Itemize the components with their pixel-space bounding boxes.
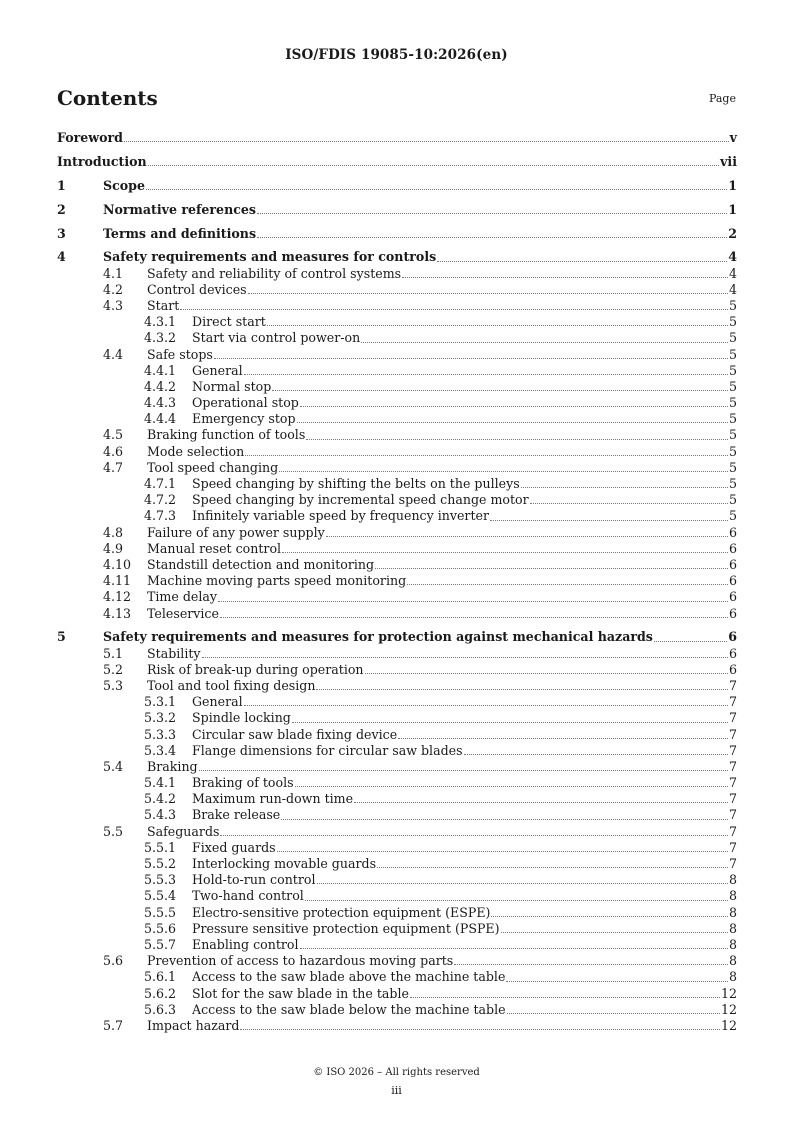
toc-entry-page: 8	[728, 872, 737, 888]
toc-entry[interactable]	[57, 662, 737, 678]
toc-entry-number: 4.7.3	[144, 508, 177, 524]
toc-dot-leader	[361, 341, 728, 343]
toc-entry-number: 5.4.3	[144, 807, 177, 823]
toc-dot-leader	[402, 276, 728, 278]
toc-entry-number: 4.13	[103, 605, 132, 621]
toc-entry-title: Safeguards	[147, 823, 220, 839]
toc-entry-title: Access to the saw blade above the machine table	[192, 969, 506, 985]
toc-entry-page: 8	[728, 969, 737, 985]
toc-entry[interactable]	[57, 330, 737, 346]
toc-entry[interactable]	[57, 678, 737, 694]
toc-entry-number: 5.5.3	[144, 872, 177, 888]
toc-dot-leader	[148, 164, 719, 166]
toc-dot-leader	[272, 389, 728, 391]
toc-dot-leader	[300, 947, 728, 949]
toc-entry[interactable]	[57, 226, 737, 242]
toc-entry[interactable]	[57, 937, 737, 953]
toc-entry-title: Interlocking movable guards	[192, 856, 377, 871]
toc-dot-leader	[248, 292, 728, 294]
toc-entry-page: 5	[728, 443, 737, 459]
toc-entry-page: 6	[728, 589, 737, 605]
toc-entry-number: 4.6	[103, 443, 124, 459]
toc-entry[interactable]	[57, 694, 737, 710]
toc-entry-title: Tool and tool fixing design	[147, 677, 316, 693]
toc-entry-page: 5	[728, 330, 737, 346]
toc-entry-page: 12	[720, 1017, 737, 1033]
toc-entry[interactable]	[57, 541, 737, 557]
toc-entry-page: 5	[728, 297, 737, 313]
toc-entry-page: 6	[728, 573, 737, 589]
toc-dot-leader	[180, 308, 728, 310]
toc-entry-number: 4.9	[103, 540, 124, 556]
toc-dot-leader	[464, 753, 728, 755]
toc-entry[interactable]	[57, 872, 737, 888]
toc-entry-page: 7	[728, 726, 737, 742]
toc-entry-number: 5.3.3	[144, 726, 177, 742]
toc-entry-number: 5	[57, 629, 66, 645]
toc-entry-number: 4.3	[103, 297, 124, 313]
toc-entry-number: 4.7.1	[144, 476, 177, 491]
toc-entry[interactable]	[57, 986, 737, 1002]
toc-entry[interactable]	[57, 347, 737, 363]
toc-entry-page: 5	[728, 314, 737, 330]
table-of-contents	[57, 130, 737, 1034]
toc-entry-number: 5.3.4	[144, 742, 177, 758]
toc-entry[interactable]	[57, 395, 737, 411]
toc-entry-page: 4	[728, 265, 737, 281]
toc-entry-title: Failure of any power supply	[147, 524, 325, 540]
toc-entry-title: Brake release	[192, 807, 281, 823]
toc-entry-page: 6	[728, 661, 737, 677]
toc-entry-page: v	[729, 130, 737, 145]
toc-entry-page: 5	[728, 378, 737, 394]
toc-entry-page: 6	[728, 556, 737, 572]
toc-entry-title: Safety requirements and measures for controls	[103, 249, 437, 265]
toc-entry[interactable]	[57, 888, 737, 904]
toc-entry[interactable]	[57, 460, 737, 476]
toc-entry-title: Hold-to-run control	[192, 872, 316, 888]
toc-entry-number: 5.6	[103, 953, 124, 969]
toc-entry-number: 4.2	[103, 281, 124, 297]
toc-entry-page: 5	[728, 508, 737, 524]
toc-entry-page: 8	[728, 953, 737, 969]
toc-entry-page: 7	[728, 807, 737, 823]
toc-entry-number: 4.10	[103, 556, 132, 572]
toc-dot-leader	[407, 583, 728, 585]
toc-entry-title: Machine moving parts speed monitoring	[147, 573, 407, 589]
toc-entry-title: Prevention of access to hazardous moving parts	[147, 953, 454, 969]
toc-dot-leader	[257, 236, 727, 238]
toc-entry[interactable]	[57, 557, 737, 573]
toc-entry-number: 4.8	[103, 524, 124, 540]
toc-entry[interactable]	[57, 476, 737, 492]
toc-entry-title: Direct start	[192, 314, 266, 330]
toc-dot-leader	[297, 421, 728, 423]
toc-entry-number: 4.1	[103, 265, 124, 281]
toc-entry-page: 7	[728, 742, 737, 758]
toc-entry-title: Standstill detection and monitoring	[147, 556, 375, 572]
toc-entry[interactable]	[57, 379, 737, 395]
toc-dot-leader	[218, 600, 728, 602]
toc-entry-title: Maximum run-down time	[192, 791, 354, 807]
toc-dot-leader	[300, 405, 728, 407]
copyright-footer: © ISO 2026 – All rights reserved	[313, 1067, 480, 1078]
toc-dot-leader	[410, 996, 720, 998]
toc-entry[interactable]	[57, 629, 737, 645]
toc-entry-title: Speed changing by incremental speed change motor	[192, 492, 529, 508]
toc-entry[interactable]	[57, 130, 737, 146]
toc-dot-leader	[530, 502, 728, 504]
toc-dot-leader	[281, 818, 728, 820]
toc-entry-title: Pressure sensitive protection equipment (PSPE)	[192, 920, 500, 936]
toc-entry[interactable]	[57, 743, 737, 759]
toc-entry[interactable]	[57, 856, 737, 872]
toc-entry-page: 1	[728, 177, 737, 193]
toc-entry[interactable]	[57, 824, 737, 840]
toc-entry-title: Normal stop	[192, 378, 272, 394]
toc-entry-page: 7	[728, 856, 737, 871]
toc-entry-page: 7	[728, 791, 737, 807]
toc-entry[interactable]	[57, 298, 737, 314]
toc-entry-page: vii	[720, 153, 737, 169]
toc-entry-title: Foreword	[57, 130, 123, 145]
toc-entry-title: Electro-sensitive protection equipment (ESPE)	[192, 904, 491, 920]
toc-dot-leader	[220, 834, 728, 836]
page-column-label: Page	[708, 92, 736, 105]
toc-entry-title: Safety requirements and measures for protection against mechanical hazards	[103, 629, 653, 645]
toc-entry-page: 8	[728, 936, 737, 952]
toc-entry-title: Normative references	[103, 201, 257, 217]
toc-entry[interactable]	[57, 1018, 737, 1034]
toc-dot-leader	[244, 373, 728, 375]
toc-entry[interactable]	[57, 775, 737, 791]
toc-entry-title: Tool speed changing	[147, 459, 279, 475]
toc-entry[interactable]	[57, 646, 737, 662]
toc-entry-page: 5	[728, 476, 737, 491]
toc-entry[interactable]	[57, 202, 737, 218]
toc-entry-number: 4.7	[103, 459, 124, 475]
toc-entry-page: 7	[728, 694, 737, 710]
toc-entry-number: 3	[57, 225, 66, 241]
toc-entry-number: 4.4.2	[144, 378, 177, 394]
toc-entry-page: 6	[728, 605, 737, 621]
toc-entry-title: Flange dimensions for circular saw blades	[192, 742, 463, 758]
toc-entry[interactable]	[57, 249, 737, 265]
toc-entry-number: 4.12	[103, 589, 132, 605]
toc-dot-leader	[292, 721, 728, 723]
toc-entry[interactable]	[57, 508, 737, 524]
toc-entry-number: 4.4	[103, 346, 124, 362]
toc-entry-page: 7	[728, 710, 737, 726]
toc-entry-number: 5.2	[103, 661, 124, 677]
toc-entry-number: 5.6.3	[144, 1001, 177, 1017]
toc-entry-number: 5.4.1	[144, 775, 177, 791]
toc-dot-leader	[267, 324, 728, 326]
toc-entry-number: 1	[57, 177, 66, 193]
toc-dot-leader	[220, 616, 728, 618]
toc-entry-number: 4.3.2	[144, 330, 177, 346]
toc-entry[interactable]	[57, 154, 737, 170]
toc-entry-title: Safety and reliability of control systems	[147, 265, 402, 281]
toc-entry-title: Braking of tools	[192, 775, 294, 791]
toc-dot-leader	[354, 801, 728, 803]
toc-entry-page: 8	[728, 888, 737, 904]
toc-entry-page: 5	[728, 411, 737, 427]
toc-entry-page: 1	[728, 201, 737, 217]
toc-entry[interactable]	[57, 178, 737, 194]
toc-dot-leader	[491, 915, 728, 917]
toc-entry[interactable]	[57, 444, 737, 460]
toc-entry-title: Fixed guards	[192, 839, 276, 855]
toc-entry-page: 6	[728, 629, 737, 645]
toc-entry-page: 5	[728, 427, 737, 443]
toc-entry-number: 4.11	[103, 573, 132, 589]
toc-entry-title: Spindle locking	[192, 710, 291, 726]
toc-dot-leader	[490, 519, 728, 521]
toc-entry-number: 4.4.4	[144, 411, 177, 427]
toc-entry-number: 5.4	[103, 758, 124, 774]
toc-dot-leader	[317, 882, 728, 884]
toc-entry[interactable]	[57, 411, 737, 427]
toc-entry-number: 5.5.4	[144, 888, 177, 904]
toc-entry-number: 5.3.2	[144, 710, 177, 726]
toc-entry-number: 5.5.6	[144, 920, 177, 936]
toc-entry-number: 5.4.2	[144, 791, 177, 807]
toc-entry[interactable]	[57, 905, 737, 921]
toc-entry[interactable]	[57, 525, 737, 541]
toc-entry-title: Speed changing by shifting the belts on the pulleys	[192, 476, 520, 491]
toc-dot-leader	[316, 688, 728, 690]
toc-entry[interactable]	[57, 953, 737, 969]
toc-entry[interactable]	[57, 969, 737, 985]
toc-entry-number: 5.6.2	[144, 985, 177, 1001]
toc-dot-leader	[214, 357, 728, 359]
toc-entry-title: Impact hazard	[147, 1017, 240, 1033]
toc-entry-title: Two-hand control	[192, 888, 304, 904]
toc-entry-number: 5.5.7	[144, 936, 177, 952]
toc-entry-number: 4.3.1	[144, 314, 177, 330]
toc-dot-leader	[437, 260, 727, 262]
toc-entry[interactable]	[57, 589, 737, 605]
toc-dot-leader	[654, 640, 727, 642]
toc-entry-title: Terms and definitions	[103, 225, 257, 241]
toc-entry-number: 5.5	[103, 823, 124, 839]
toc-entry-title: Risk of break-up during operation	[147, 661, 364, 677]
toc-entry-title: Circular saw blade fixing device	[192, 726, 398, 742]
toc-entry-number: 5.1	[103, 645, 124, 661]
toc-entry-number: 4.5	[103, 427, 124, 443]
toc-entry-title: Emergency stop	[192, 411, 296, 427]
toc-entry-page: 7	[728, 677, 737, 693]
toc-dot-leader	[501, 931, 728, 933]
toc-entry-number: 5.3	[103, 677, 124, 693]
toc-entry-page: 6	[728, 540, 737, 556]
toc-entry[interactable]	[57, 363, 737, 379]
toc-dot-leader	[244, 704, 728, 706]
toc-entry[interactable]	[57, 727, 737, 743]
toc-entry-title: Teleservice	[147, 605, 219, 621]
toc-entry[interactable]	[57, 791, 737, 807]
toc-entry-title: Stability	[147, 645, 201, 661]
toc-entry-number: 5.7	[103, 1017, 124, 1033]
toc-dot-leader	[377, 866, 728, 868]
toc-dot-leader	[375, 567, 728, 569]
toc-dot-leader	[202, 656, 728, 658]
toc-entry-number: 5.5.1	[144, 839, 177, 855]
toc-entry-page: 7	[728, 839, 737, 855]
toc-entry-page: 6	[728, 645, 737, 661]
toc-entry-title: Enabling control	[192, 936, 299, 952]
toc-entry-page: 7	[728, 758, 737, 774]
toc-entry-page: 8	[728, 904, 737, 920]
toc-dot-leader	[506, 980, 728, 982]
toc-entry-number: 5.5.5	[144, 904, 177, 920]
toc-entry-page: 12	[720, 985, 737, 1001]
toc-entry[interactable]	[57, 573, 737, 589]
toc-entry-title: General	[192, 362, 243, 378]
toc-entry-title: Operational stop	[192, 395, 299, 411]
toc-entry-number: 4.7.2	[144, 492, 177, 508]
toc-dot-leader	[245, 454, 728, 456]
toc-entry-title: Start via control power-on	[192, 330, 361, 346]
contents-title: Contents	[57, 86, 158, 110]
toc-entry-page: 5	[728, 346, 737, 362]
toc-entry-number: 2	[57, 201, 66, 217]
toc-entry[interactable]	[57, 606, 737, 622]
toc-dot-leader	[240, 1028, 720, 1030]
toc-entry[interactable]	[57, 427, 737, 443]
toc-entry-title: Mode selection	[147, 443, 245, 459]
toc-dot-leader	[279, 470, 728, 472]
toc-dot-leader	[365, 672, 728, 674]
toc-dot-leader	[398, 737, 728, 739]
toc-entry-page: 5	[728, 459, 737, 475]
toc-entry-title: Braking	[147, 758, 198, 774]
toc-entry-title: Slot for the saw blade in the table	[192, 985, 409, 1001]
toc-entry-page: 6	[728, 524, 737, 540]
toc-dot-leader	[124, 140, 729, 142]
toc-entry-title: Braking function of tools	[147, 427, 306, 443]
toc-entry-title: Time delay	[147, 589, 217, 605]
toc-entry-page: 12	[720, 1001, 737, 1017]
toc-entry-title: General	[192, 694, 243, 710]
toc-entry-page: 4	[728, 281, 737, 297]
toc-dot-leader	[326, 535, 728, 537]
toc-entry-title: Introduction	[57, 153, 147, 169]
toc-dot-leader	[507, 1012, 720, 1014]
toc-entry[interactable]	[57, 492, 737, 508]
toc-entry-number: 5.3.1	[144, 694, 177, 710]
toc-entry-title: Infinitely variable speed by frequency inverter	[192, 508, 489, 524]
toc-entry-page: 5	[728, 492, 737, 508]
toc-entry[interactable]	[57, 807, 737, 823]
toc-entry-page: 5	[728, 395, 737, 411]
toc-entry-title: Start	[147, 297, 180, 313]
toc-entry-title: Control devices	[147, 281, 247, 297]
toc-entry-page: 5	[728, 362, 737, 378]
toc-dot-leader	[146, 188, 727, 190]
toc-entry[interactable]	[57, 759, 737, 775]
toc-dot-leader	[199, 769, 728, 771]
toc-dot-leader	[305, 899, 728, 901]
toc-entry-number: 4.4.3	[144, 395, 177, 411]
toc-dot-leader	[306, 438, 728, 440]
toc-entry-title: Manual reset control	[147, 540, 282, 556]
toc-entry-number: 4	[57, 249, 66, 265]
toc-entry-number: 5.5.2	[144, 856, 177, 871]
toc-entry-number: 5.6.1	[144, 969, 177, 985]
toc-entry-page: 8	[728, 920, 737, 936]
page-number: iii	[391, 1084, 402, 1097]
toc-entry[interactable]	[57, 921, 737, 937]
toc-entry-page: 7	[728, 775, 737, 791]
toc-dot-leader	[257, 212, 727, 214]
toc-dot-leader	[277, 850, 728, 852]
toc-dot-leader	[521, 486, 728, 488]
toc-entry-title: Safe stops	[147, 346, 213, 362]
toc-entry[interactable]	[57, 840, 737, 856]
toc-entry-page: 4	[728, 249, 737, 265]
toc-entry-number: 4.4.1	[144, 362, 177, 378]
toc-dot-leader	[282, 551, 728, 553]
toc-entry[interactable]	[57, 314, 737, 330]
document-id-header: ISO/FDIS 19085-10:2026(en)	[285, 47, 508, 63]
toc-entry-title: Access to the saw blade below the machine table	[192, 1001, 506, 1017]
toc-entry-page: 2	[728, 225, 737, 241]
toc-entry[interactable]	[57, 266, 737, 282]
toc-entry[interactable]	[57, 710, 737, 726]
toc-entry-page: 7	[728, 823, 737, 839]
toc-entry[interactable]	[57, 1002, 737, 1018]
toc-entry-title: Scope	[103, 177, 145, 193]
toc-entry[interactable]	[57, 282, 737, 298]
toc-dot-leader	[295, 785, 728, 787]
toc-dot-leader	[454, 963, 728, 965]
